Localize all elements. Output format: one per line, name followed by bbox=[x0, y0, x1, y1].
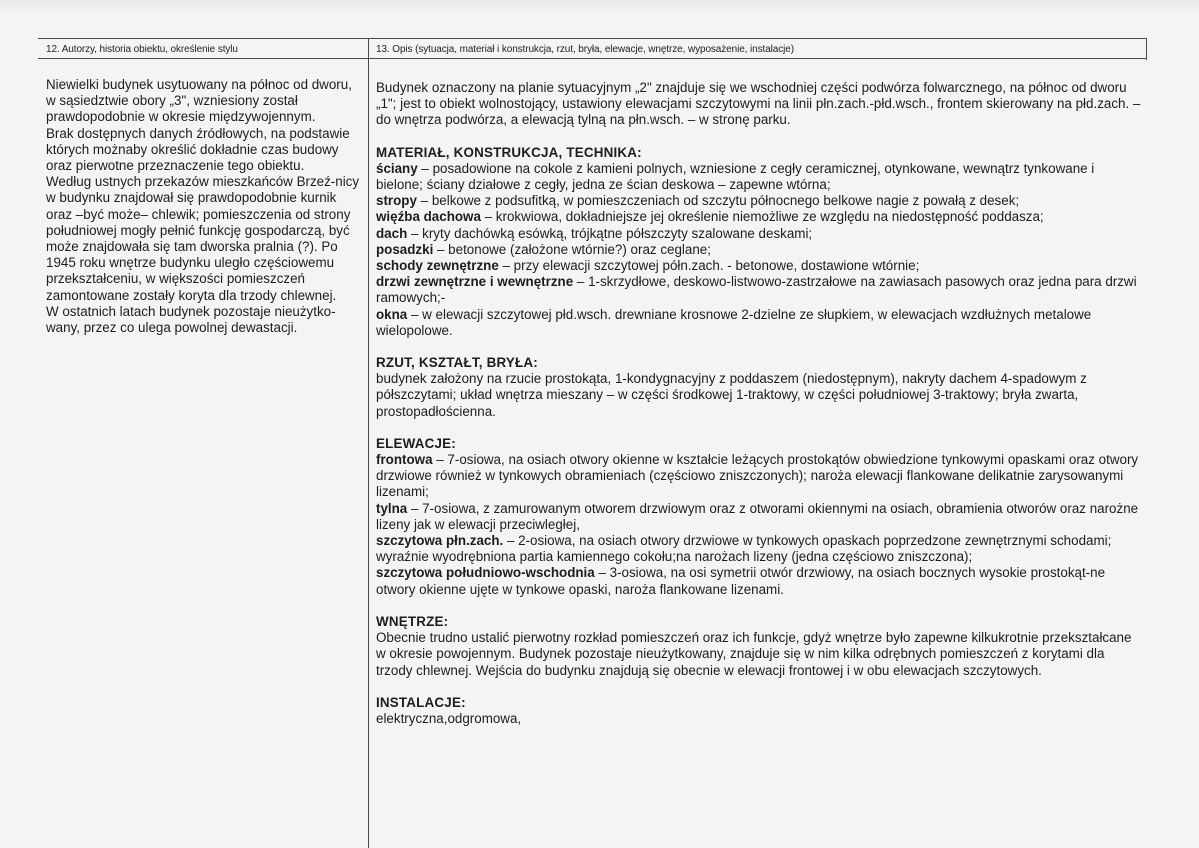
material-text: – posadowione na cokole z kamieni polnych, wzniesione z cegły ceramicznej, otynkowane, wewnątrz tynkowane i bielone; ściany działowe z cegły, jedna ze ścian deskowa – zapewne wtórna; bbox=[376, 160, 1095, 193]
interior-paragraph: Obecnie trudno ustalić pierwotny rozkład pomieszczeń oraz ich funkcje, gdyż wnętrze było zapewne kilkukrotnie przekształcane w okresie powojennym. Budynek pozostaje nieużytkowany, znajduje się w nim kilka odrębnych pomieszczeń z korytami dla trzody chlewnej. Wejścia do budynku znajdują się obecnie w elewacji frontowej i w obu elewacjach szczytowych. bbox=[376, 630, 1132, 678]
material-item bbox=[376, 209, 1144, 225]
plan-paragraph: budynek założony na rzucie prostokąta, 1-kondygnacyjny z poddaszem (niedostępnym), nakryty dachem 4-spadowym z półszczytami; układ wnętrza mieszany – w części środkowej 1-traktowy, w części południowej 3-traktowy; bryła zwarta, prostopadłościenna. bbox=[376, 371, 1087, 419]
section-heading-plan: RZUT, KSZTAŁT, BRYŁA: bbox=[376, 355, 538, 371]
history-paragraph: Niewielki budynek usytuowany na północ od dworu, w sąsiedztwie obory „3", wzniesiony został prawdopodobnie w okresie międzywojennym. bbox=[46, 77, 352, 125]
material-item bbox=[376, 274, 1144, 306]
header-authors-history: 12. Autorzy, historia obiektu, określenie stylu bbox=[46, 44, 238, 55]
elevation-text: – 2-osiowa, na osiach otwory drzwiowe w tynkowych opaskach poprzedzone zewnętrznymi schodami; wyraźnie wyodrębniona partia kamiennego cokołu;na narożach lizeny (jedna częściowo zniszczona); bbox=[376, 533, 1112, 565]
elevation-term: tylna bbox=[376, 500, 408, 516]
material-term: więźba dachowa bbox=[376, 209, 481, 225]
section-heading-interior: WNĘTRZE: bbox=[376, 613, 449, 629]
elevation-item bbox=[376, 565, 1144, 597]
material-text: – kryty dachówką esówką, trójkątne półszczyty szalowane deskami; bbox=[407, 225, 813, 241]
history-paragraph: W ostatnich latach budynek pozostaje nieużytko-wany, przez co ulega powolnej dewastacji. bbox=[46, 303, 336, 336]
situation-paragraph: Budynek oznaczony na planie sytuacyjnym „2" znajduje się we wschodniej części podwórza folwarcznego, na północ od dworu „1"; jest to obiekt wolnostojący, ustawiony elewacjami szczytowymi na linii płn.zach.-płd.wsch., frontem skierowany na płd.zach. – do wnętrza podwórza, a elewacją tylną na płn.wsch. – w stronę parku. bbox=[376, 80, 1141, 128]
material-text: – 1-skrzydłowe, deskowo-listwowo-zastrzałowe na zawiasach pasowych oraz jedna para drzwi ramowych;- bbox=[376, 274, 1137, 306]
right-edge-rule bbox=[1146, 38, 1147, 60]
header-bottom-rule bbox=[38, 58, 1146, 59]
elevation-item bbox=[376, 452, 1144, 501]
material-item bbox=[376, 193, 1144, 209]
material-term: stropy bbox=[376, 193, 417, 209]
material-text: – krokwiowa, dokładniejsze jej określenie niemożliwe ze względu na niedostępność poddasza; bbox=[480, 209, 1044, 225]
elevation-item bbox=[376, 501, 1144, 533]
header-description: 13. Opis (sytuacja, materiał i konstrukcja, rzut, bryła, elewacje, wnętrze, wyposażenie, instalacje) bbox=[376, 44, 794, 55]
material-text: – betonowe (założone wtórnie?) oraz ceglane; bbox=[433, 241, 711, 257]
elevation-text: – 7-osiowa, na osiach otwory okienne w kształcie leżących prostokątów obwiedzione tynkowymi opaskami oraz otwory drzwiowe również w tynkowych obramieniach (częściowo zniszczonych); naroża elewacji flankowane delikatnie zarysowanymi lizenami; bbox=[376, 452, 1139, 500]
material-item bbox=[376, 307, 1144, 339]
material-term: dach bbox=[376, 225, 408, 241]
elevation-term: frontowa bbox=[376, 452, 433, 468]
header-top-rule bbox=[38, 38, 1146, 39]
history-paragraph: Według ustnych przekazów mieszkańców Brzeź-nicy w budynku znajdował się prawdopodobnie kurnik oraz –być może– chlewik; pomieszczenia od strony południowej mogły pełnić funkcję gospodarczą, być może znajdowała się tam dworska pralnia (?). Po 1945 roku wnętrze budynku uległo częściowemu przekształceniu, w większości pomieszczeń zamontowane zostały koryta dla trzody chlewnej. bbox=[46, 174, 360, 303]
scan-top-edge bbox=[0, 0, 1199, 14]
elevation-item bbox=[376, 533, 1144, 565]
section-heading-elevations: ELEWACJE: bbox=[376, 435, 456, 451]
material-term: posadzki bbox=[376, 241, 434, 257]
material-text: – przy elewacji szczytowej półn.zach. - betonowe, dostawione wtórnie; bbox=[498, 258, 920, 274]
column-divider bbox=[368, 38, 369, 848]
material-item bbox=[376, 242, 1144, 258]
material-item bbox=[376, 161, 1144, 193]
material-term: schody zewnętrzne bbox=[376, 258, 499, 274]
history-column bbox=[46, 77, 364, 336]
elevation-text: – 3-osiowa, na osi symetrii otwór drzwiowy, na osiach bocznych wysokie prostokąt-ne otwory okienne ujęte w tynkowe opaski, naroża flankowane lizenami. bbox=[376, 565, 1106, 597]
section-heading-material: MATERIAŁ, KONSTRUKCJA, TECHNIKA: bbox=[376, 144, 642, 160]
material-text: – w elewacji szczytowej płd.wsch. drewniane krosnowe 2-dzielne ze słupkiem, w elewacjach wzdłużnych metalowe wielopolowe. bbox=[376, 306, 1092, 338]
material-text: – belkowe z podsufitką, w pomieszczeniach od szczytu północnego belkowe nagie z powałą z desek; bbox=[416, 193, 1020, 209]
material-term: okna bbox=[376, 306, 408, 322]
material-term: ściany bbox=[376, 160, 418, 176]
material-item bbox=[376, 258, 1144, 274]
elevation-term: szczytowa południowo-wschodnia bbox=[376, 565, 595, 581]
elevation-term: szczytowa płn.zach. bbox=[376, 533, 504, 549]
section-heading-installations: INSTALACJE: bbox=[376, 694, 466, 710]
installations-paragraph: elektryczna,odgromowa, bbox=[376, 710, 522, 726]
material-term: drzwi zewnętrzne i wewnętrzne bbox=[376, 274, 574, 290]
description-column bbox=[376, 80, 1144, 727]
history-paragraph: Brak dostępnych danych źródłowych, na podstawie których możnaby określić dokładnie czas budowy oraz pierwotne przeznaczenie tego obiektu. bbox=[46, 125, 350, 174]
elevation-text: – 7-osiowa, z zamurowanym otworem drzwiowym oraz z otworami okiennymi na osiach, obramienia otworów oraz narożne lizeny jak w elewacji przeciwległej, bbox=[376, 500, 1139, 532]
material-item bbox=[376, 226, 1144, 242]
